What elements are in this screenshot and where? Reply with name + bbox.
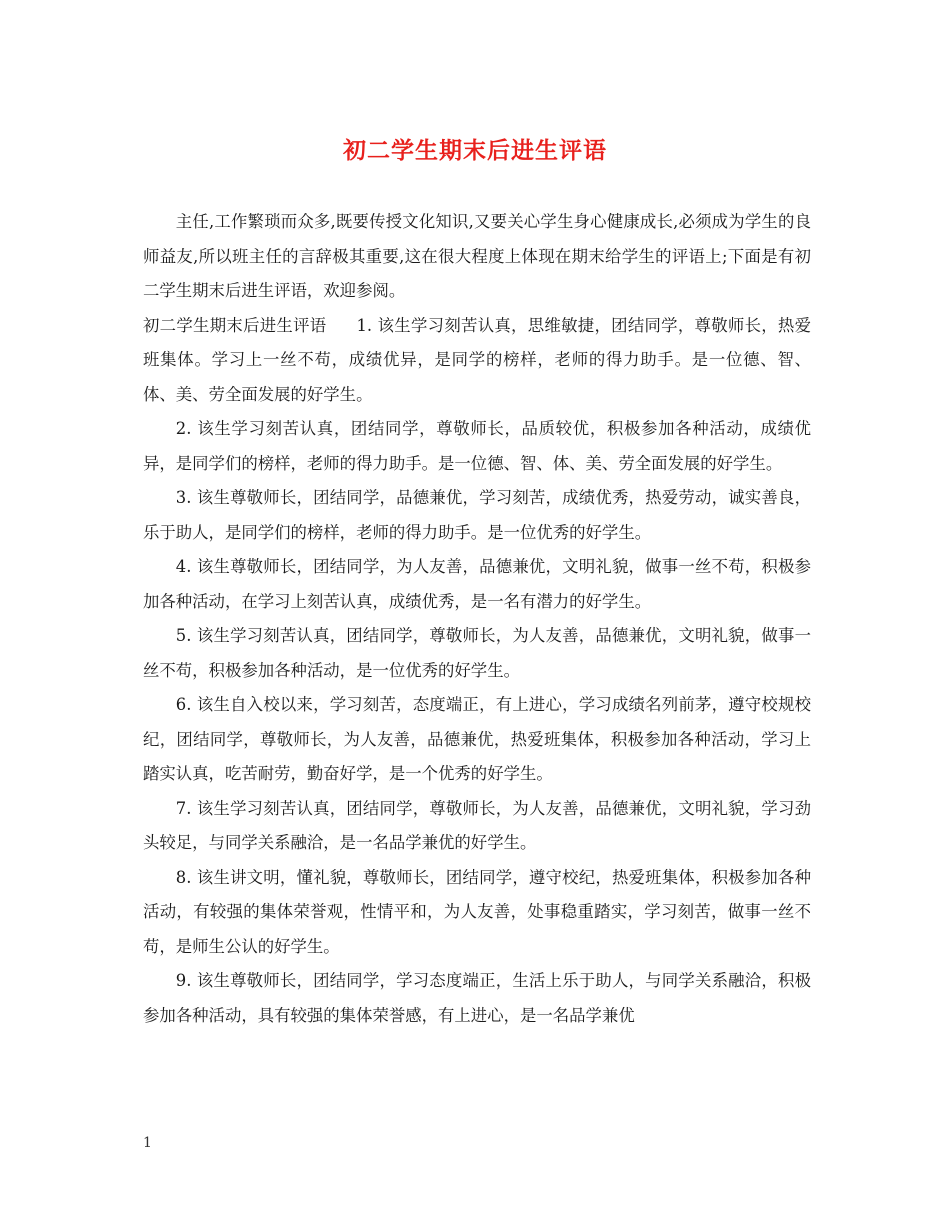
section-heading: 初二学生期末后进生评语 [143,315,327,335]
list-item: 6. 该生自入校以来，学习刻苦，态度端正，有上进心，学习成绩名列前茅，遵守校规校纪，团结同学，尊敬师长，为人友善，品德兼优，热爱班集体，积极参加各种活动，学习上踏实认真，吃苦耐劳，勤奋好学，是一个优秀的好学生。 [143,695,811,783]
list-item: 1. 该生学习刻苦认真，思维敏捷，团结同学，尊敬师长，热爱班集体。学习上一丝不苟，成绩优异，是同学的榜样，老师的得力助手。是一位德、智、体、美、劳全面发展的好学生。 [143,315,811,404]
list-item: 9. 该生尊敬师长，团结同学，学习态度端正，生活上乐于助人，与同学关系融洽，积极参加各种活动，具有较强的集体荣誉感，有上进心，是一名品学兼优 [143,971,811,1025]
first-item-paragraph [143,309,811,413]
document-body [143,205,811,1033]
list-item: 7. 该生学习刻苦认真，团结同学，尊敬师长，为人友善，品德兼优，文明礼貌，学习劲头较足，与同学关系融洽，是一名品学兼优的好学生。 [143,798,811,852]
list-item: 2. 该生学习刻苦认真，团结同学，尊敬师长，品质较优，积极参加各种活动，成绩优异，是同学们的榜样，老师的得力助手。是一位德、智、体、美、劳全面发展的好学生。 [143,419,811,473]
page-title: 初二学生期末后进生评语 [343,137,607,164]
list-item: 5. 该生学习刻苦认真，团结同学，尊敬师长，为人友善，品德兼优，文明礼貌，做事一丝不苟，积极参加各种活动，是一位优秀的好学生。 [143,626,811,680]
list-item: 3. 该生尊敬师长，团结同学，品德兼优，学习刻苦，成绩优秀，热爱劳动，诚实善良，乐于助人，是同学们的榜样，老师的得力助手。是一位优秀的好学生。 [143,488,811,542]
list-item: 8. 该生讲文明，懂礼貌，尊敬师长，团结同学，遵守校纪，热爱班集体，积极参加各种活动，有较强的集体荣誉观，性情平和，为人友善，处事稳重踏实，学习刻苦，做事一丝不苟，是师生公认的好学生。 [143,867,811,956]
page-number: 1 [143,1135,152,1151]
intro-paragraph: 主任,工作繁琐而众多,既要传授文化知识,又要关心学生身心健康成长,必须成为学生的良师益友,所以班主任的言辞极其重要,这在很大程度上体现在期末给学生的评语上;下面是有初二学生期末后进生评语，欢迎参阅。 [143,212,811,300]
list-item: 4. 该生尊敬师长，团结同学，为人友善，品德兼优，文明礼貌，做事一丝不苟，积极参加各种活动，在学习上刻苦认真，成绩优秀，是一名有潜力的好学生。 [143,557,811,611]
